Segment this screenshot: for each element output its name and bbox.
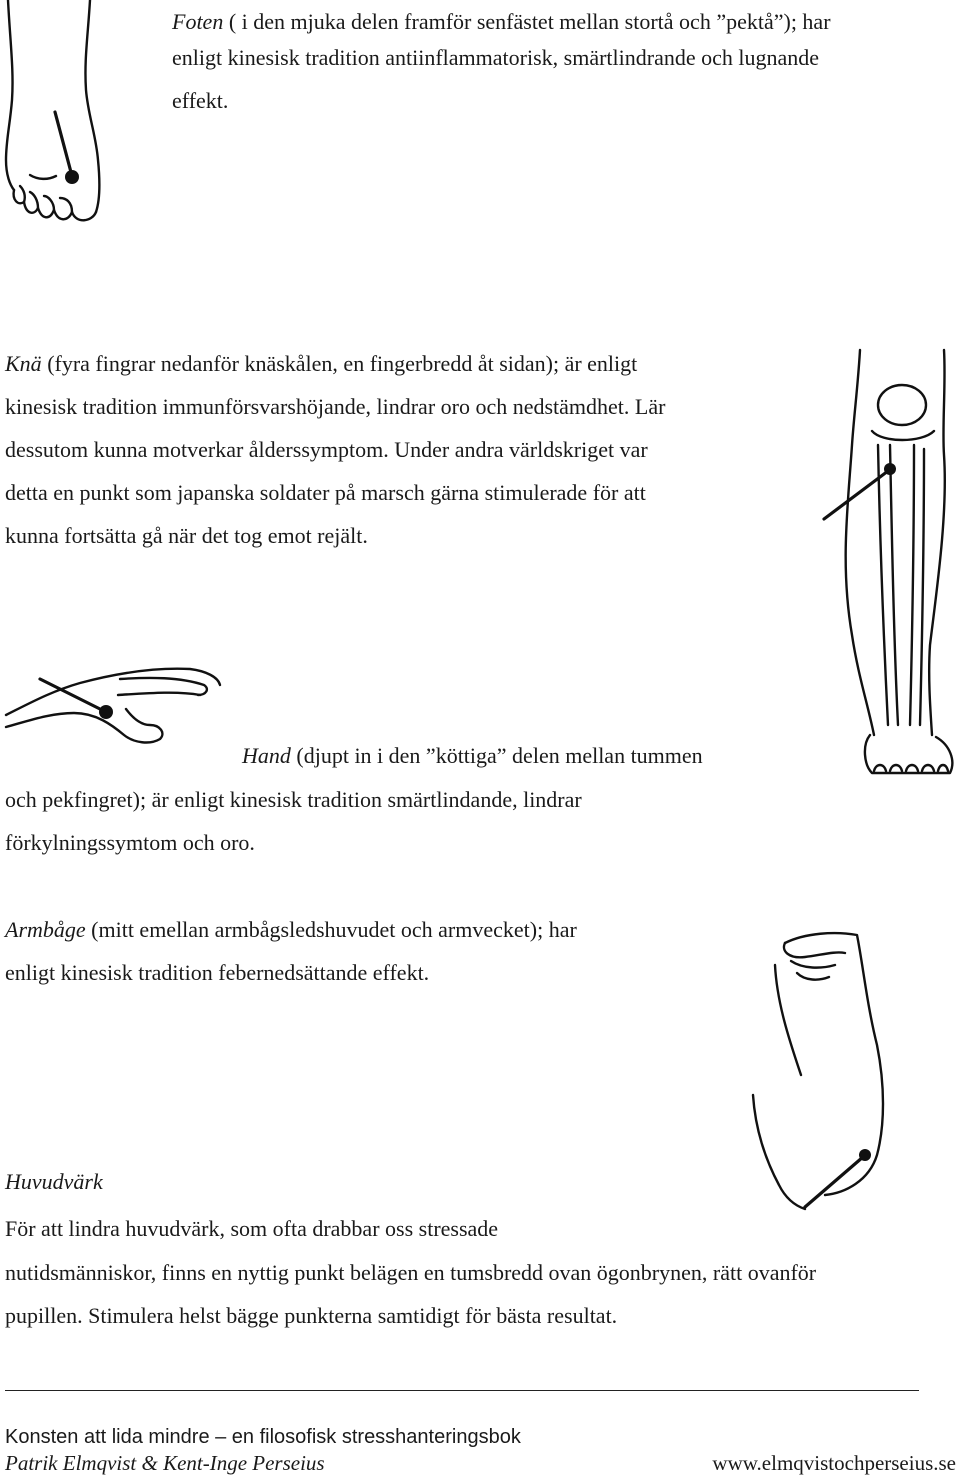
kna-line-1: Knä (fyra fingrar nedanför knäskålen, en fingerbredd åt sidan); är enligt bbox=[5, 351, 638, 376]
foten-line-1: Foten ( i den mjuka delen framför senfästet mellan stortå och ”pektå”); har bbox=[172, 9, 831, 34]
arm-illustration bbox=[745, 925, 895, 1215]
footer-url: www.elmqvistochperseius.se bbox=[712, 1451, 956, 1475]
kna-line-4: detta en punkt som japanska soldater på marsch gärna stimulerade för att bbox=[5, 480, 646, 505]
foten-line-3: effekt. bbox=[172, 88, 229, 113]
foot-illustration bbox=[0, 0, 110, 230]
armbage-line-1: Armbåge (mitt emellan armbågsledshuvudet och armvecket); har bbox=[5, 917, 577, 942]
kna-line-3: dessutom kunna motverkar ålderssymptom. Under andra världskriget var bbox=[5, 437, 648, 462]
hand-line-3: förkylningssymtom och oro. bbox=[5, 830, 255, 855]
kna-line-5: kunna fortsätta gå när det tog emot rejält. bbox=[5, 523, 368, 548]
armbage-line-2: enligt kinesisk tradition febernedsättande effekt. bbox=[5, 960, 430, 985]
huvudvark-heading: Huvudvärk bbox=[5, 1169, 103, 1194]
hand-illustration bbox=[0, 655, 230, 745]
hand-line-2: och pekfingret); är enligt kinesisk tradition smärtlindande, lindrar bbox=[5, 787, 582, 812]
armbage-term: Armbåge bbox=[5, 917, 86, 942]
footer-book-title: Konsten att lida mindre – en filosofisk stresshanteringsbok bbox=[5, 1426, 521, 1448]
kna-line-2: kinesisk tradition immunförsvarshöjande, lindrar oro och nedstämdhet. Lär bbox=[5, 394, 666, 419]
footer-authors: Patrik Elmqvist & Kent-Inge Perseius bbox=[5, 1451, 325, 1475]
huvudvark-line-3: pupillen. Stimulera helst bägge punkterna samtidigt för bästa resultat. bbox=[5, 1303, 618, 1328]
leg-illustration bbox=[818, 345, 960, 785]
huvudvark-line-1: För att lindra huvudvärk, som ofta drabbar oss stressade bbox=[5, 1216, 499, 1241]
foten-term: Foten bbox=[172, 9, 224, 34]
foten-line-2: enligt kinesisk tradition antiinflammatorisk, smärtlindrande och lugnande bbox=[172, 45, 820, 70]
kna-term: Knä bbox=[5, 351, 42, 376]
hand-term: Hand bbox=[242, 743, 291, 768]
footer-divider bbox=[5, 1390, 919, 1391]
hand-line-1: Hand (djupt in i den ”köttiga” delen mellan tummen bbox=[242, 743, 703, 768]
huvudvark-line-2: nutidsmänniskor, finns en nyttig punkt belägen en tumsbredd ovan ögonbrynen, rätt ovanför bbox=[5, 1260, 817, 1285]
